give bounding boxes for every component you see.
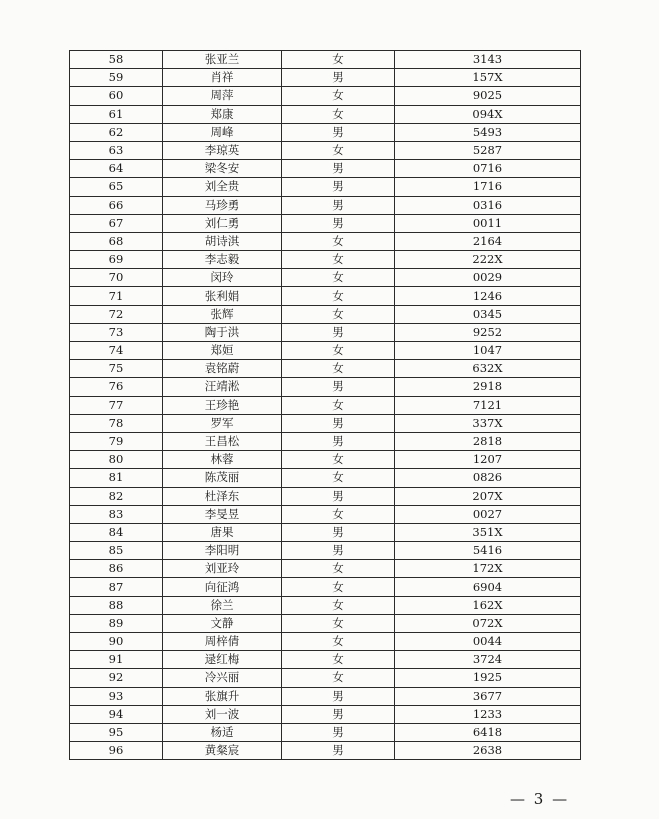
table-row [70, 178, 581, 196]
table-row [70, 742, 581, 760]
row-number-cell: 65 [70, 178, 163, 196]
name-cell: 冷兴丽 [163, 669, 282, 687]
table-row [70, 51, 581, 69]
table-row [70, 342, 581, 360]
id-suffix-cell: 7121 [395, 396, 581, 414]
id-suffix-cell: 6904 [395, 578, 581, 596]
row-number-cell: 80 [70, 451, 163, 469]
row-number-cell: 93 [70, 687, 163, 705]
table-row [70, 323, 581, 341]
id-suffix-cell: 632X [395, 360, 581, 378]
id-suffix-cell: 1047 [395, 342, 581, 360]
name-cell: 向征鸿 [163, 578, 282, 596]
table-row [70, 396, 581, 414]
id-suffix-cell: 162X [395, 596, 581, 614]
name-cell: 刘一波 [163, 705, 282, 723]
row-number-cell: 89 [70, 614, 163, 632]
id-suffix-cell: 351X [395, 523, 581, 541]
gender-cell: 女 [282, 614, 395, 632]
gender-cell: 男 [282, 432, 395, 450]
name-cell: 袁铭蔚 [163, 360, 282, 378]
gender-cell: 男 [282, 196, 395, 214]
name-cell: 唐果 [163, 523, 282, 541]
name-cell: 徐兰 [163, 596, 282, 614]
id-suffix-cell: 1207 [395, 451, 581, 469]
table-row [70, 232, 581, 250]
gender-cell: 女 [282, 141, 395, 159]
row-number-cell: 61 [70, 105, 163, 123]
id-suffix-cell: 0027 [395, 505, 581, 523]
gender-cell: 男 [282, 414, 395, 432]
id-suffix-cell: 1246 [395, 287, 581, 305]
row-number-cell: 83 [70, 505, 163, 523]
row-number-cell: 74 [70, 342, 163, 360]
name-cell: 文静 [163, 614, 282, 632]
row-number-cell: 71 [70, 287, 163, 305]
row-number-cell: 58 [70, 51, 163, 69]
gender-cell: 女 [282, 287, 395, 305]
row-number-cell: 59 [70, 69, 163, 87]
table-row [70, 360, 581, 378]
table-row [70, 87, 581, 105]
name-cell: 周萍 [163, 87, 282, 105]
row-number-cell: 68 [70, 232, 163, 250]
row-number-cell: 92 [70, 669, 163, 687]
gender-cell: 男 [282, 178, 395, 196]
gender-cell: 女 [282, 251, 395, 269]
row-number-cell: 72 [70, 305, 163, 323]
table-row [70, 596, 581, 614]
name-cell: 郑康 [163, 105, 282, 123]
row-number-cell: 87 [70, 578, 163, 596]
id-suffix-cell: 1233 [395, 705, 581, 723]
gender-cell: 男 [282, 705, 395, 723]
id-suffix-cell: 9252 [395, 323, 581, 341]
row-number-cell: 84 [70, 523, 163, 541]
name-cell: 梁冬安 [163, 160, 282, 178]
name-cell: 郑姮 [163, 342, 282, 360]
name-cell: 李阳明 [163, 542, 282, 560]
row-number-cell: 90 [70, 633, 163, 651]
table-row [70, 305, 581, 323]
table-row [70, 633, 581, 651]
row-number-cell: 70 [70, 269, 163, 287]
table-row [70, 487, 581, 505]
table-row [70, 687, 581, 705]
row-number-cell: 76 [70, 378, 163, 396]
name-cell: 陈茂丽 [163, 469, 282, 487]
table-row [70, 287, 581, 305]
name-cell: 林蓉 [163, 451, 282, 469]
gender-cell: 女 [282, 360, 395, 378]
name-cell: 周梓倩 [163, 633, 282, 651]
row-number-cell: 95 [70, 723, 163, 741]
table-row [70, 614, 581, 632]
gender-cell: 女 [282, 469, 395, 487]
table-row [70, 414, 581, 432]
gender-cell: 男 [282, 687, 395, 705]
gender-cell: 女 [282, 633, 395, 651]
id-suffix-cell: 9025 [395, 87, 581, 105]
gender-cell: 男 [282, 523, 395, 541]
gender-cell: 女 [282, 396, 395, 414]
gender-cell: 男 [282, 378, 395, 396]
gender-cell: 男 [282, 542, 395, 560]
table-row [70, 651, 581, 669]
name-cell: 周峰 [163, 123, 282, 141]
gender-cell: 女 [282, 232, 395, 250]
gender-cell: 男 [282, 214, 395, 232]
gender-cell: 男 [282, 487, 395, 505]
table-row [70, 505, 581, 523]
row-number-cell: 77 [70, 396, 163, 414]
gender-cell: 男 [282, 69, 395, 87]
id-suffix-cell: 2164 [395, 232, 581, 250]
table-row [70, 105, 581, 123]
name-cell: 马珍勇 [163, 196, 282, 214]
name-cell: 逯红梅 [163, 651, 282, 669]
table-row [70, 578, 581, 596]
id-suffix-cell: 0044 [395, 633, 581, 651]
name-cell: 杨适 [163, 723, 282, 741]
name-cell: 李志毅 [163, 251, 282, 269]
gender-cell: 女 [282, 651, 395, 669]
row-number-cell: 63 [70, 141, 163, 159]
name-cell: 胡诗淇 [163, 232, 282, 250]
gender-cell: 女 [282, 105, 395, 123]
row-number-cell: 79 [70, 432, 163, 450]
row-number-cell: 64 [70, 160, 163, 178]
table-row [70, 451, 581, 469]
name-cell: 闵玲 [163, 269, 282, 287]
row-number-cell: 67 [70, 214, 163, 232]
name-cell: 罗军 [163, 414, 282, 432]
id-suffix-cell: 3724 [395, 651, 581, 669]
id-suffix-cell: 5287 [395, 141, 581, 159]
row-number-cell: 73 [70, 323, 163, 341]
table-row [70, 269, 581, 287]
table-row [70, 542, 581, 560]
id-suffix-cell: 0826 [395, 469, 581, 487]
gender-cell: 女 [282, 269, 395, 287]
gender-cell: 女 [282, 669, 395, 687]
table-row [70, 432, 581, 450]
id-suffix-cell: 0011 [395, 214, 581, 232]
table-row [70, 123, 581, 141]
row-number-cell: 62 [70, 123, 163, 141]
id-suffix-cell: 337X [395, 414, 581, 432]
row-number-cell: 94 [70, 705, 163, 723]
name-cell: 肖祥 [163, 69, 282, 87]
id-suffix-cell: 2818 [395, 432, 581, 450]
id-suffix-cell: 0316 [395, 196, 581, 214]
table-row [70, 723, 581, 741]
gender-cell: 女 [282, 342, 395, 360]
gender-cell: 男 [282, 123, 395, 141]
id-suffix-cell: 3143 [395, 51, 581, 69]
gender-cell: 女 [282, 51, 395, 69]
id-suffix-cell: 0716 [395, 160, 581, 178]
roster-table-body [70, 51, 581, 760]
table-row [70, 469, 581, 487]
name-cell: 张旗升 [163, 687, 282, 705]
table-row [70, 196, 581, 214]
gender-cell: 女 [282, 305, 395, 323]
gender-cell: 男 [282, 742, 395, 760]
gender-cell: 男 [282, 723, 395, 741]
row-number-cell: 81 [70, 469, 163, 487]
table-row [70, 523, 581, 541]
id-suffix-cell: 5416 [395, 542, 581, 560]
id-suffix-cell: 1716 [395, 178, 581, 196]
row-number-cell: 60 [70, 87, 163, 105]
name-cell: 王珍艳 [163, 396, 282, 414]
gender-cell: 女 [282, 578, 395, 596]
name-cell: 汪靖淞 [163, 378, 282, 396]
table-row [70, 141, 581, 159]
table-row [70, 669, 581, 687]
table-row [70, 160, 581, 178]
gender-cell: 男 [282, 323, 395, 341]
row-number-cell: 69 [70, 251, 163, 269]
gender-cell: 女 [282, 560, 395, 578]
row-number-cell: 66 [70, 196, 163, 214]
name-cell: 李琼英 [163, 141, 282, 159]
id-suffix-cell: 3677 [395, 687, 581, 705]
name-cell: 王昌松 [163, 432, 282, 450]
id-suffix-cell: 1925 [395, 669, 581, 687]
id-suffix-cell: 0345 [395, 305, 581, 323]
row-number-cell: 82 [70, 487, 163, 505]
name-cell: 张亚兰 [163, 51, 282, 69]
name-cell: 杜泽东 [163, 487, 282, 505]
gender-cell: 女 [282, 87, 395, 105]
name-cell: 黄粲宸 [163, 742, 282, 760]
name-cell: 李旻昱 [163, 505, 282, 523]
table-row [70, 251, 581, 269]
id-suffix-cell: 157X [395, 69, 581, 87]
table-row [70, 378, 581, 396]
id-suffix-cell: 2638 [395, 742, 581, 760]
gender-cell: 男 [282, 160, 395, 178]
roster-table [69, 50, 581, 760]
table-row [70, 560, 581, 578]
id-suffix-cell: 0029 [395, 269, 581, 287]
page-number: — 3 — [510, 790, 570, 808]
table-row [70, 69, 581, 87]
row-number-cell: 86 [70, 560, 163, 578]
id-suffix-cell: 172X [395, 560, 581, 578]
id-suffix-cell: 072X [395, 614, 581, 632]
id-suffix-cell: 5493 [395, 123, 581, 141]
row-number-cell: 85 [70, 542, 163, 560]
id-suffix-cell: 2918 [395, 378, 581, 396]
name-cell: 刘全贵 [163, 178, 282, 196]
row-number-cell: 96 [70, 742, 163, 760]
row-number-cell: 75 [70, 360, 163, 378]
row-number-cell: 78 [70, 414, 163, 432]
name-cell: 张辉 [163, 305, 282, 323]
table-row [70, 214, 581, 232]
row-number-cell: 88 [70, 596, 163, 614]
id-suffix-cell: 094X [395, 105, 581, 123]
row-number-cell: 91 [70, 651, 163, 669]
name-cell: 刘亚玲 [163, 560, 282, 578]
id-suffix-cell: 207X [395, 487, 581, 505]
gender-cell: 女 [282, 596, 395, 614]
name-cell: 张利娟 [163, 287, 282, 305]
gender-cell: 女 [282, 451, 395, 469]
id-suffix-cell: 6418 [395, 723, 581, 741]
name-cell: 刘仁勇 [163, 214, 282, 232]
name-cell: 陶于洪 [163, 323, 282, 341]
id-suffix-cell: 222X [395, 251, 581, 269]
gender-cell: 女 [282, 505, 395, 523]
table-row [70, 705, 581, 723]
